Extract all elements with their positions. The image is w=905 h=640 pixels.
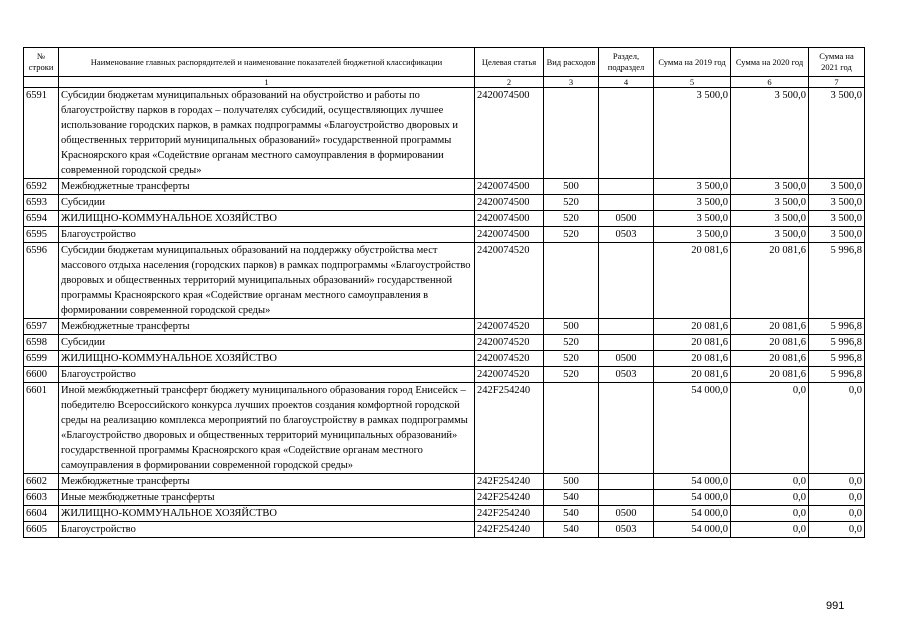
row-number-cell: 6605 [24,522,59,538]
row-number-cell: 6593 [24,195,59,211]
column-number: 4 [599,77,654,88]
row-sum-2020-cell: 0,0 [731,490,809,506]
row-sum-2019-cell: 3 500,0 [654,179,731,195]
row-section-cell [599,490,654,506]
row-sum-2021-cell: 5 996,8 [809,351,865,367]
row-expense-type-cell: 540 [544,522,599,538]
row-sum-2020-cell: 0,0 [731,522,809,538]
row-target-article-cell: 2420074500 [475,195,544,211]
row-sum-2019-cell: 3 500,0 [654,211,731,227]
row-section-cell [599,243,654,319]
table-row [24,335,865,351]
table-body [24,88,865,538]
column-number: 7 [809,77,865,88]
header-sum-2021: Сумма на 2021 год [809,48,865,77]
row-section-cell: 0503 [599,522,654,538]
row-target-article-cell: 242F254240 [475,506,544,522]
row-target-article-cell: 242F254240 [475,474,544,490]
table-row [24,367,865,383]
row-sum-2019-cell: 54 000,0 [654,506,731,522]
table-row [24,243,865,319]
row-number-cell: 6596 [24,243,59,319]
row-name-cell: Субсидии бюджетам муниципальных образований на поддержку обустройства мест массового отдыха населения (городских парков) в рамках подпрограммы «Благоустройство дворовых и общественных территорий муниципальных образований» государственной программы Красноярского края «Содействие органам местного самоуправления в формировании современной городской среды» [59,243,475,319]
row-number-cell: 6597 [24,319,59,335]
row-sum-2019-cell: 3 500,0 [654,227,731,243]
row-sum-2020-cell: 20 081,6 [731,351,809,367]
row-number-cell: 6601 [24,383,59,474]
header-name: Наименование главных распорядителей и наименование показателей бюджетной классификации [59,48,475,77]
row-number-cell: 6599 [24,351,59,367]
row-name-cell: ЖИЛИЩНО-КОММУНАЛЬНОЕ ХОЗЯЙСТВО [59,211,475,227]
row-expense-type-cell: 520 [544,351,599,367]
row-sum-2021-cell: 5 996,8 [809,243,865,319]
column-number: 2 [475,77,544,88]
row-sum-2020-cell: 0,0 [731,474,809,490]
row-name-cell: Межбюджетные трансферты [59,474,475,490]
table-row [24,522,865,538]
row-sum-2021-cell: 5 996,8 [809,367,865,383]
column-number-row [24,77,865,88]
row-number-cell: 6591 [24,88,59,179]
row-sum-2019-cell: 20 081,6 [654,243,731,319]
row-target-article-cell: 242F254240 [475,522,544,538]
row-sum-2020-cell: 20 081,6 [731,335,809,351]
row-sum-2021-cell: 0,0 [809,383,865,474]
column-number: 5 [654,77,731,88]
row-sum-2021-cell: 3 500,0 [809,227,865,243]
row-sum-2021-cell: 0,0 [809,474,865,490]
row-name-cell: Субсидии [59,335,475,351]
row-sum-2019-cell: 54 000,0 [654,522,731,538]
header-expense-type: Вид расходов [544,48,599,77]
row-sum-2020-cell: 3 500,0 [731,211,809,227]
row-name-cell: Межбюджетные трансферты [59,179,475,195]
header-sum-2020: Сумма на 2020 год [731,48,809,77]
table-row [24,211,865,227]
row-sum-2019-cell: 20 081,6 [654,351,731,367]
row-section-cell: 0500 [599,506,654,522]
row-expense-type-cell: 520 [544,195,599,211]
header-sum-2019: Сумма на 2019 год [654,48,731,77]
row-sum-2021-cell: 3 500,0 [809,88,865,179]
row-section-cell [599,335,654,351]
row-sum-2020-cell: 20 081,6 [731,319,809,335]
row-target-article-cell: 2420074520 [475,319,544,335]
row-target-article-cell: 2420074500 [475,88,544,179]
row-sum-2020-cell: 3 500,0 [731,179,809,195]
column-number [24,77,59,88]
row-name-cell: Благоустройство [59,367,475,383]
row-expense-type-cell: 500 [544,179,599,195]
row-sum-2020-cell: 3 500,0 [731,195,809,211]
header-section: Раздел, подраздел [599,48,654,77]
table-row [24,506,865,522]
row-sum-2019-cell: 20 081,6 [654,335,731,351]
row-section-cell: 0503 [599,367,654,383]
row-target-article-cell: 242F254240 [475,383,544,474]
table-row [24,474,865,490]
row-name-cell: Иные межбюджетные трансферты [59,490,475,506]
row-expense-type-cell: 520 [544,335,599,351]
row-section-cell [599,179,654,195]
table-row [24,319,865,335]
row-sum-2020-cell: 3 500,0 [731,88,809,179]
header-row [24,48,865,77]
table-row [24,227,865,243]
row-sum-2021-cell: 3 500,0 [809,179,865,195]
row-sum-2021-cell: 3 500,0 [809,195,865,211]
row-sum-2020-cell: 0,0 [731,383,809,474]
row-name-cell: Субсидии [59,195,475,211]
row-target-article-cell: 2420074500 [475,179,544,195]
row-name-cell: ЖИЛИЩНО-КОММУНАЛЬНОЕ ХОЗЯЙСТВО [59,351,475,367]
row-name-cell: Субсидии бюджетам муниципальных образований на обустройство и работы по благоустройству парков в городах – получателях субсидий, осуществляющих лучшее использование городских парков, в рамках подпрограммы «Благоустройство дворовых и общественных территорий муниципальных образований» государственной программы Красноярского края «Содействие органам местного самоуправления в формировании современной городской среды» [59,88,475,179]
row-number-cell: 6600 [24,367,59,383]
row-sum-2019-cell: 54 000,0 [654,474,731,490]
row-sum-2020-cell: 3 500,0 [731,227,809,243]
row-expense-type-cell: 540 [544,506,599,522]
table-row [24,351,865,367]
row-expense-type-cell: 540 [544,490,599,506]
row-expense-type-cell: 520 [544,367,599,383]
row-section-cell [599,319,654,335]
row-section-cell: 0500 [599,211,654,227]
row-sum-2019-cell: 54 000,0 [654,490,731,506]
table-row [24,195,865,211]
row-sum-2021-cell: 0,0 [809,490,865,506]
row-expense-type-cell [544,243,599,319]
row-sum-2019-cell: 20 081,6 [654,367,731,383]
budget-table [23,47,865,538]
row-sum-2021-cell: 0,0 [809,506,865,522]
row-expense-type-cell [544,88,599,179]
header-row-number: № строки [24,48,59,77]
table-row [24,490,865,506]
row-sum-2021-cell: 5 996,8 [809,319,865,335]
column-number: 1 [59,77,475,88]
row-section-cell [599,474,654,490]
column-number: 3 [544,77,599,88]
row-target-article-cell: 2420074520 [475,367,544,383]
row-sum-2021-cell: 0,0 [809,522,865,538]
row-number-cell: 6603 [24,490,59,506]
row-expense-type-cell [544,383,599,474]
row-name-cell: Благоустройство [59,522,475,538]
row-number-cell: 6592 [24,179,59,195]
row-target-article-cell: 2420074500 [475,227,544,243]
table-row [24,383,865,474]
page-number: 991 [826,600,845,612]
row-number-cell: 6604 [24,506,59,522]
row-sum-2020-cell: 20 081,6 [731,367,809,383]
row-sum-2021-cell: 5 996,8 [809,335,865,351]
table-row [24,179,865,195]
row-number-cell: 6595 [24,227,59,243]
row-section-cell [599,195,654,211]
table-row [24,88,865,179]
row-sum-2020-cell: 20 081,6 [731,243,809,319]
row-target-article-cell: 2420074520 [475,335,544,351]
row-name-cell: Благоустройство [59,227,475,243]
row-target-article-cell: 242F254240 [475,490,544,506]
row-name-cell: Иной межбюджетный трансферт бюджету муниципального образования город Енисейск – победителю Всероссийского конкурса лучших проектов создания комфортной городской среды на реализацию комплекса мероприятий по благоустройству в рамках подпрограммы «Благоустройство дворовых и общественных территорий муниципальных образований» государственной программы Красноярского края «Содействие органам местного самоуправления в формировании современной городской среды» [59,383,475,474]
row-expense-type-cell: 520 [544,211,599,227]
row-sum-2019-cell: 3 500,0 [654,88,731,179]
row-section-cell [599,88,654,179]
row-sum-2019-cell: 3 500,0 [654,195,731,211]
row-number-cell: 6602 [24,474,59,490]
row-target-article-cell: 2420074500 [475,211,544,227]
row-expense-type-cell: 520 [544,227,599,243]
row-sum-2020-cell: 0,0 [731,506,809,522]
row-sum-2021-cell: 3 500,0 [809,211,865,227]
row-sum-2019-cell: 20 081,6 [654,319,731,335]
row-target-article-cell: 2420074520 [475,351,544,367]
row-expense-type-cell: 500 [544,474,599,490]
row-section-cell [599,383,654,474]
column-number: 6 [731,77,809,88]
row-expense-type-cell: 500 [544,319,599,335]
header-target-article: Целевая статья [475,48,544,77]
row-section-cell: 0503 [599,227,654,243]
row-section-cell: 0500 [599,351,654,367]
row-sum-2019-cell: 54 000,0 [654,383,731,474]
row-number-cell: 6594 [24,211,59,227]
row-name-cell: ЖИЛИЩНО-КОММУНАЛЬНОЕ ХОЗЯЙСТВО [59,506,475,522]
row-number-cell: 6598 [24,335,59,351]
row-name-cell: Межбюджетные трансферты [59,319,475,335]
row-target-article-cell: 2420074520 [475,243,544,319]
